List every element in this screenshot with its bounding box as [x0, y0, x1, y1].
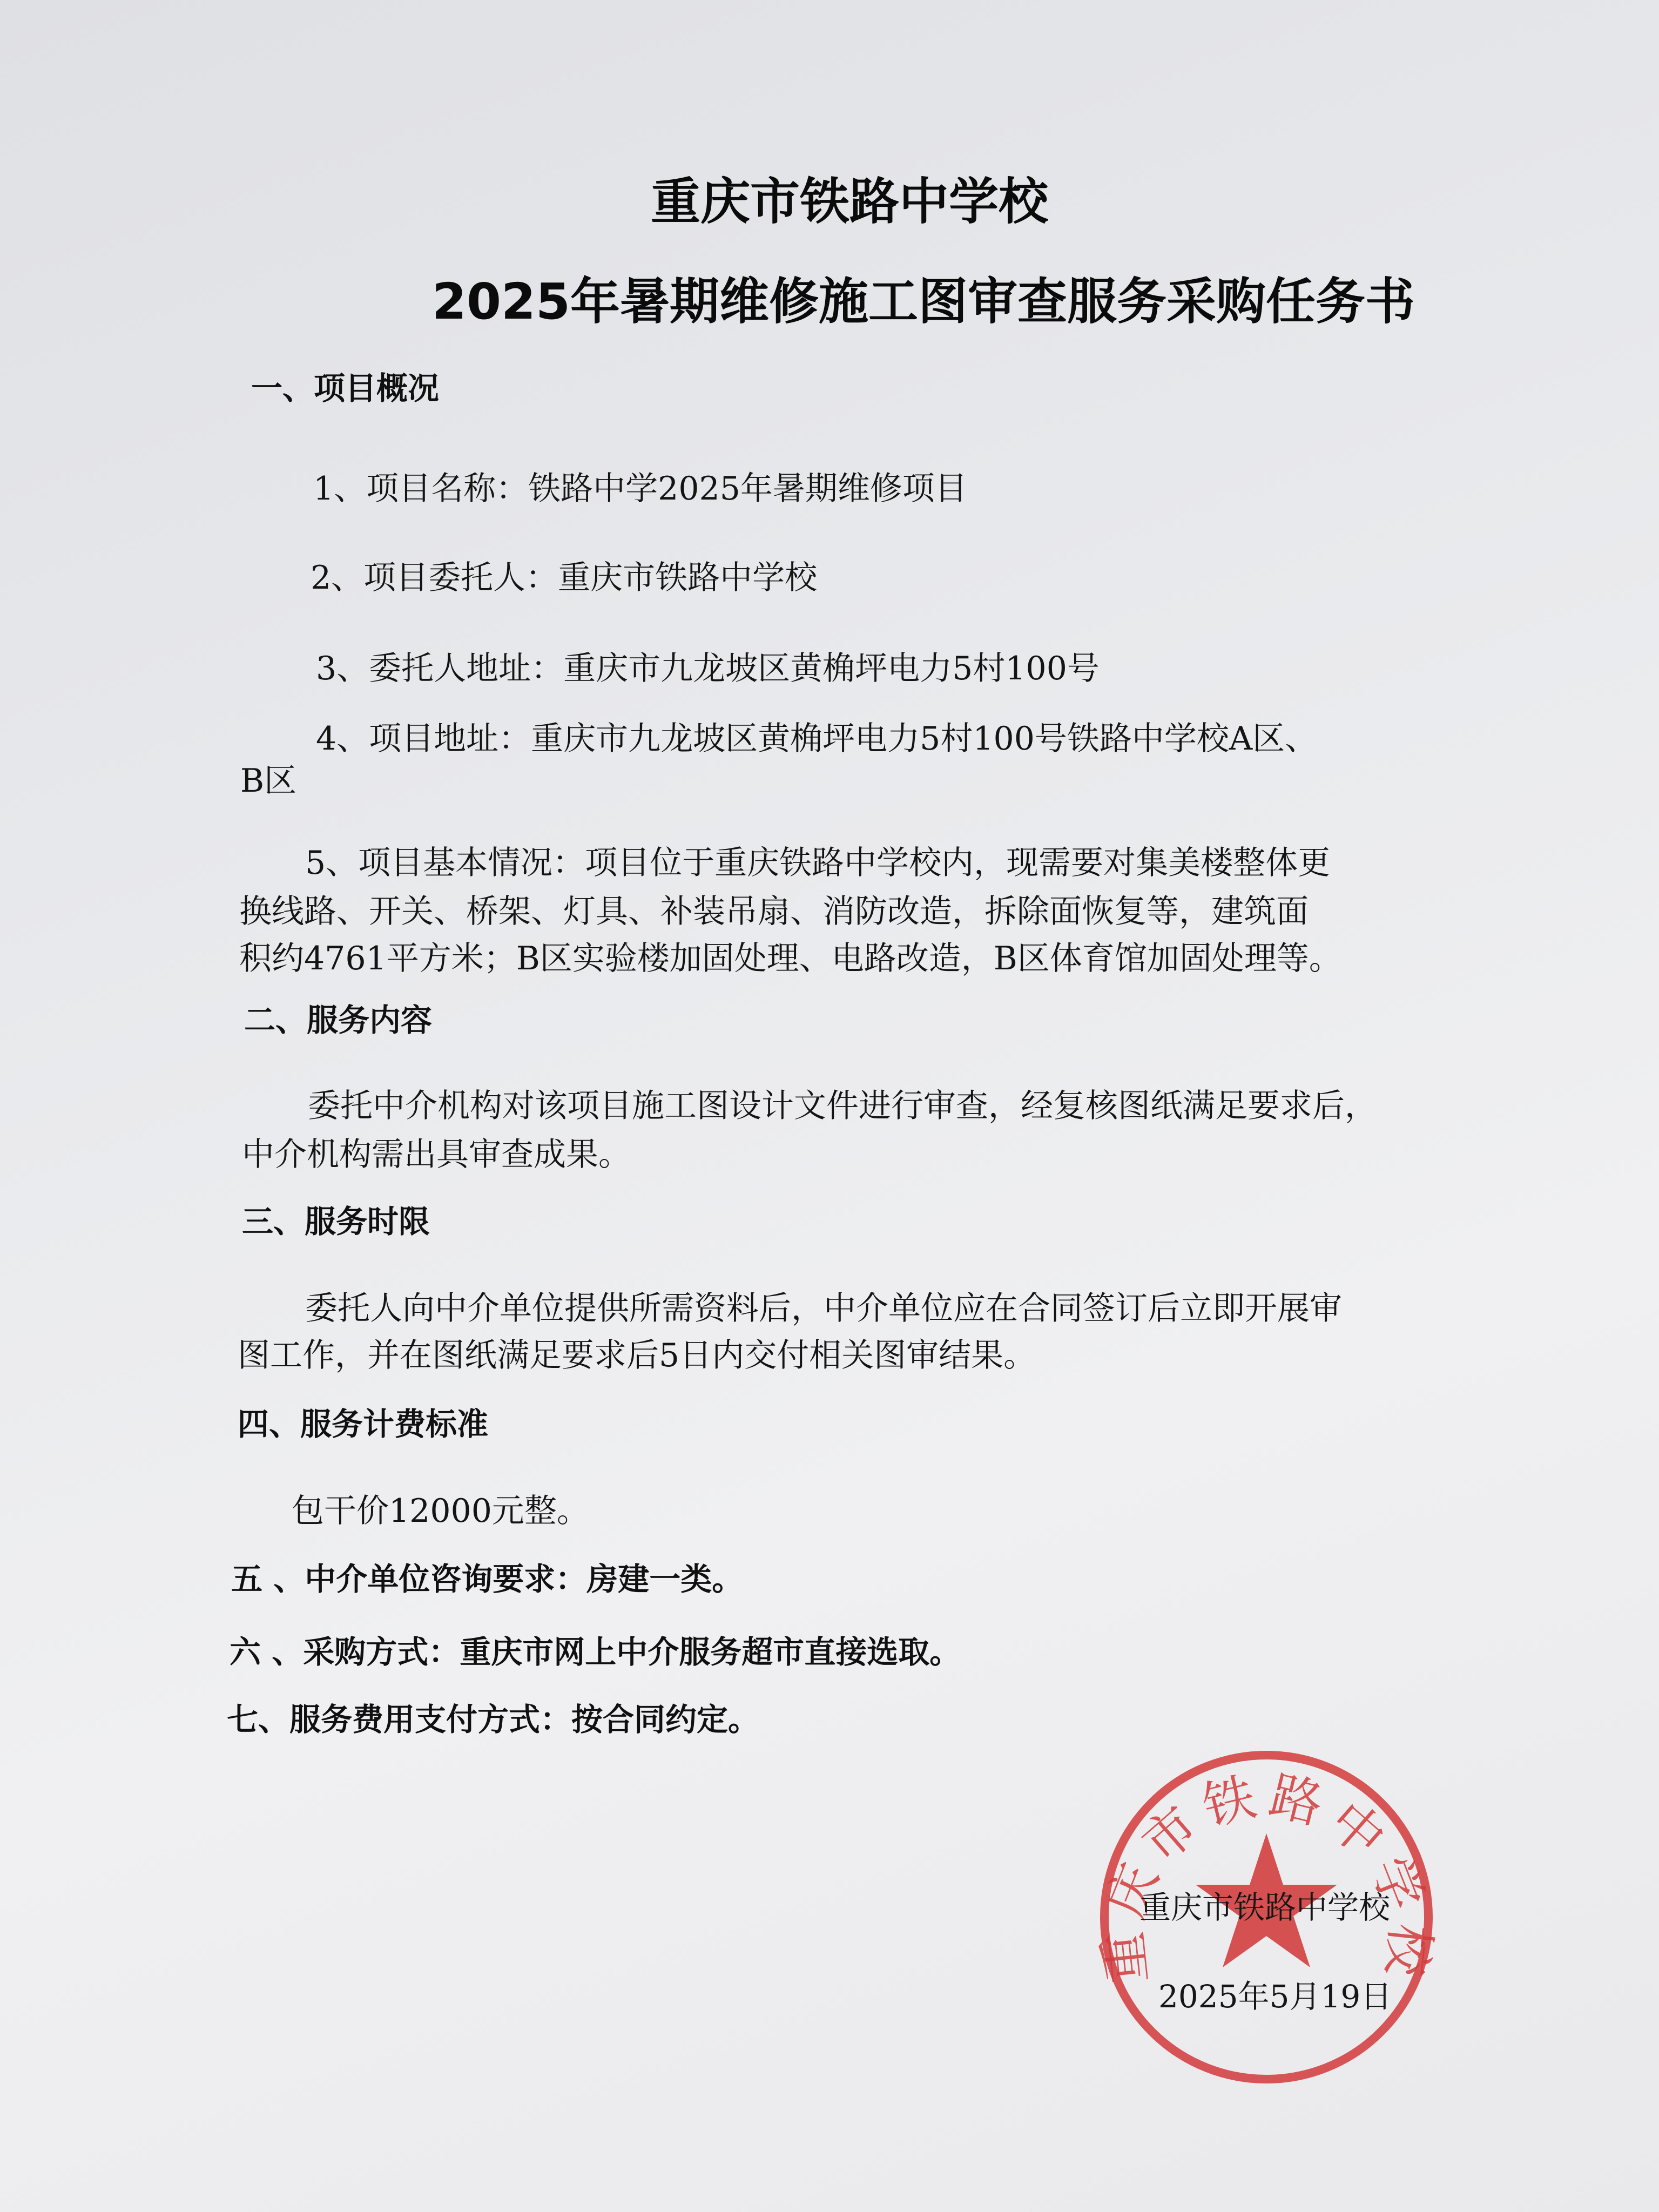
- item-project-address-line2: B区: [240, 762, 297, 800]
- document-title-school: 重庆市铁路中学校: [651, 173, 1049, 231]
- section-6-heading: 六 、采购方式：重庆市网上中介服务超市直接选取。: [230, 1634, 961, 1670]
- item-client-address: 3、委托人地址：重庆市九龙坡区黄桷坪电力5村100号: [316, 650, 1100, 687]
- section-2-text-line1: 委托中介机构对该项目施工图设计文件进行审查，经复核图纸满足要求后，: [308, 1087, 1377, 1125]
- section-4-heading: 四、服务计费标准: [238, 1406, 489, 1442]
- section-7-heading: 七、服务费用支付方式：按合同约定。: [227, 1701, 760, 1738]
- signature-date: 2025年5月19日: [1158, 1978, 1392, 2015]
- section-3-heading: 三、服务时限: [242, 1203, 430, 1240]
- section-2-text-line2: 中介机构需出具审查成果。: [242, 1136, 631, 1174]
- section-3-text-line2: 图工作，并在图纸满足要求后5日内交付相关图审结果。: [238, 1337, 1036, 1374]
- document-title-main: 2025年暑期维修施工图审查服务采购任务书: [432, 273, 1415, 331]
- item-project-client: 2、项目委托人：重庆市铁路中学校: [311, 559, 818, 597]
- item-project-name: 1、项目名称：铁路中学2025年暑期维修项目: [313, 470, 967, 508]
- item-basic-info-line3: 积约4761平方米；B区实验楼加固处理、电路改造，B区体育馆加固处理等。: [239, 940, 1341, 977]
- section-2-heading: 二、服务内容: [244, 1002, 433, 1038]
- seal-text: 重庆市铁路中学校: [1092, 1764, 1441, 1987]
- section-5-heading: 五 、中介单位咨询要求：房建一类。: [231, 1561, 744, 1597]
- item-project-address-line1: 4、项目地址：重庆市九龙坡区黄桷坪电力5村100号铁路中学校A区、: [316, 720, 1318, 758]
- signature-organization: 重庆市铁路中学校: [1139, 1889, 1391, 1926]
- section-1-heading: 一、项目概况: [251, 370, 440, 407]
- item-basic-info-line2: 换线路、开关、桥架、灯具、补装吊扇、消防改造，拆除面恢复等，建筑面: [239, 893, 1309, 930]
- item-basic-info-line1: 5、项目基本情况：项目位于重庆铁路中学校内，现需要对集美楼整体更: [305, 844, 1331, 882]
- section-4-text: 包干价12000元整。: [292, 1492, 589, 1530]
- section-3-text-line1: 委托人向中介单位提供所需资料后，中介单位应在合同签订后立即开展审: [305, 1290, 1342, 1327]
